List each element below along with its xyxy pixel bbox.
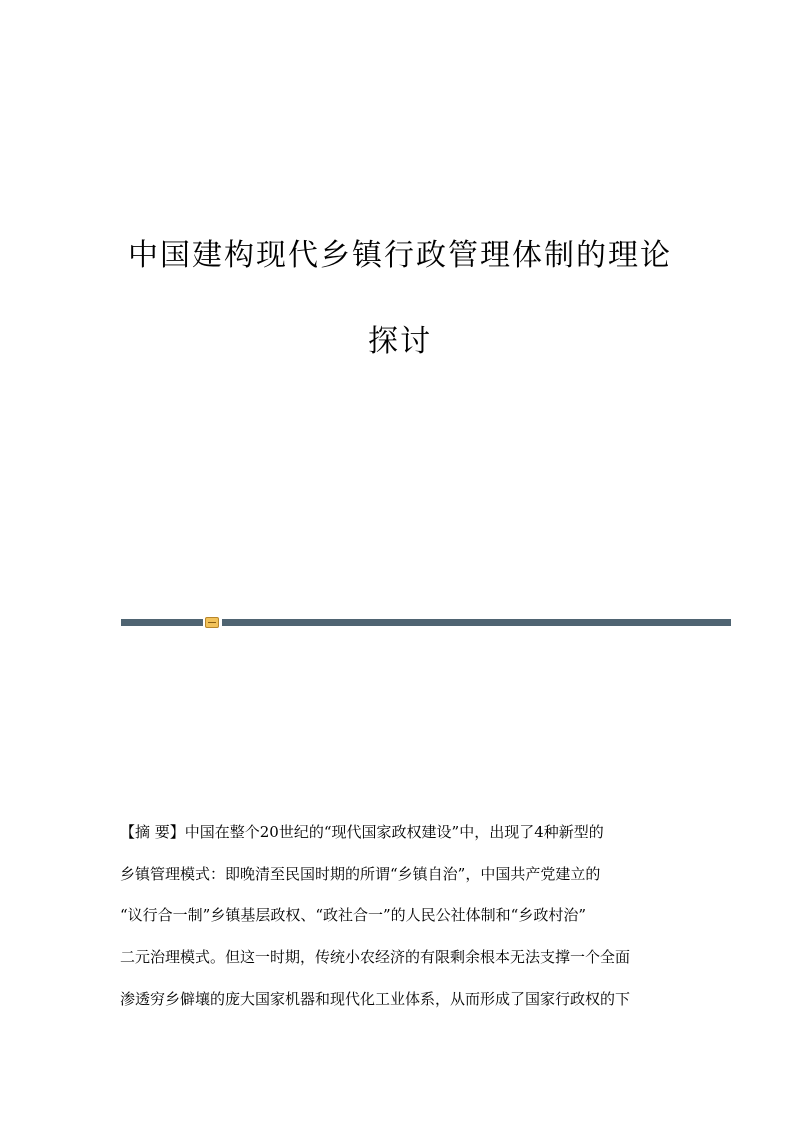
abstract-line: 二元治理模式。但这一时期，传统小农经济的有限剩余根本无法支撑一个全面 — [120, 948, 631, 966]
abstract-line: “议行合一制”乡镇基层政权、“政社合一”的人民公社体制和“乡政村治” — [120, 906, 587, 924]
abstract-line: 乡镇管理模式：即晚清至民国时期的所谓“乡镇自治”，中国共产党建立的 — [120, 865, 601, 883]
document-title-line-1: 中国建构现代乡镇行政管理体制的理论 — [128, 238, 672, 273]
divider-bar-left — [121, 619, 203, 626]
document-title-line-2: 探讨 — [368, 324, 432, 359]
divider-bar-right — [222, 619, 731, 626]
abstract-line: 渗透穷乡僻壤的庞大国家机器和现代化工业体系，从而形成了国家行政权的下 — [120, 990, 631, 1008]
abstract-line: 【摘 要】中国在整个20世纪的“现代国家政权建设”中，出现了4种新型的 — [120, 823, 604, 841]
divider-ornament-icon — [205, 617, 219, 628]
